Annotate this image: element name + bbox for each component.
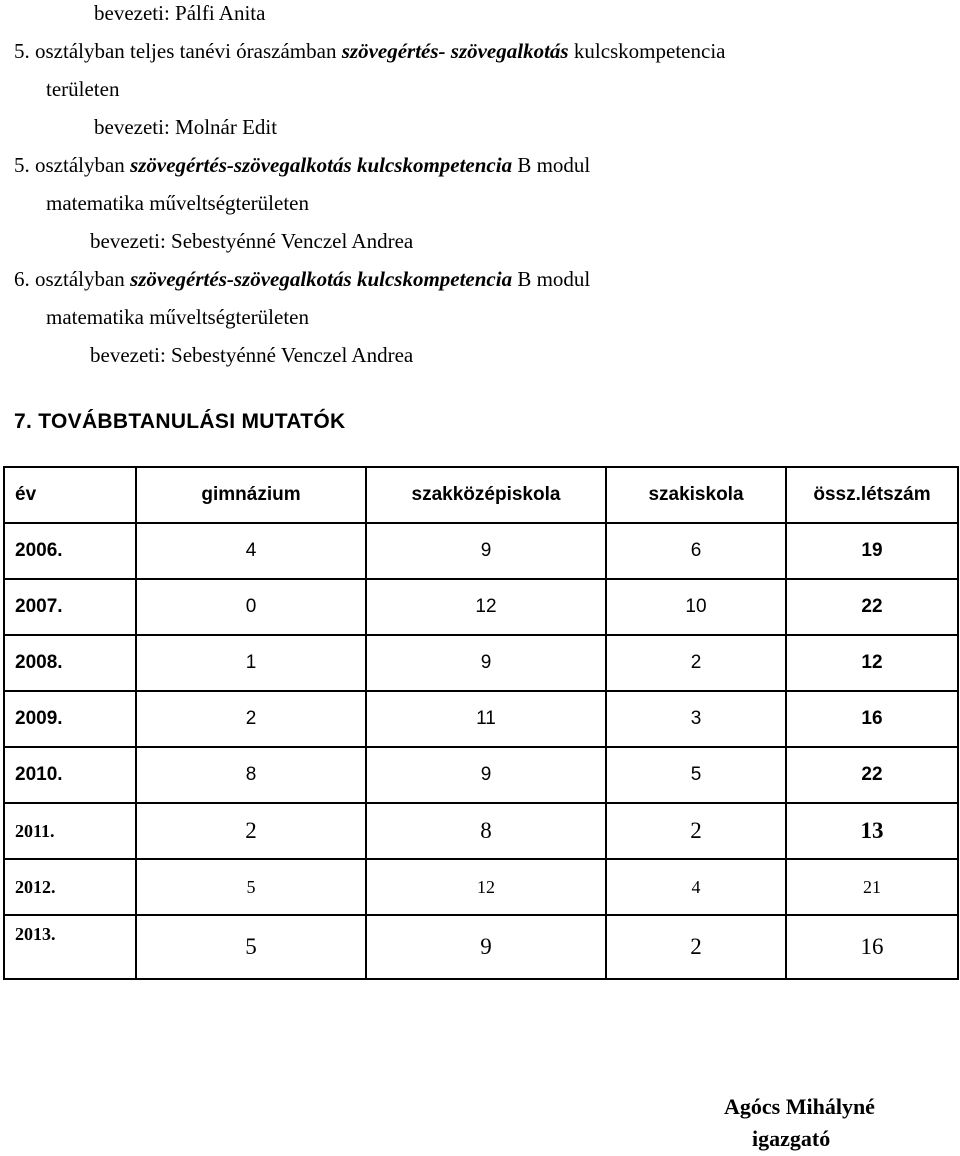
cell-vocational-secondary: 9	[366, 635, 606, 691]
signature-title: igazgató	[752, 1126, 831, 1151]
cell-total: 21	[786, 859, 958, 915]
cell-vocational-school: 5	[606, 747, 786, 803]
cell-vocational-secondary: 11	[366, 691, 606, 747]
header-year: év	[4, 467, 136, 523]
table-row	[4, 859, 958, 915]
text-line-introducer-sebestyenne-1: bevezeti: Sebestyénné Venczel Andrea	[90, 229, 414, 253]
cell-year: 2011.	[4, 803, 136, 859]
cell-vocational-secondary: 8	[366, 803, 606, 859]
text-line-grade5-full-year: 5. osztályban teljes tanévi óraszámban szövegértés- szövegalkotás kulcskompetencia	[14, 39, 726, 63]
cell-year: 2008.	[4, 635, 136, 691]
cell-vocational-school: 2	[606, 803, 786, 859]
cell-year: 2009.	[4, 691, 136, 747]
cell-gymnasium: 5	[136, 915, 366, 979]
section-heading: 7. TOVÁBBTANULÁSI MUTATÓK	[14, 410, 346, 433]
cell-vocational-secondary: 12	[366, 579, 606, 635]
table-header-row	[4, 467, 958, 523]
cell-year: 2010.	[4, 747, 136, 803]
text-line-grade6-module-b: 6. osztályban szövegértés-szövegalkotás kulcskompetencia B modul	[14, 267, 591, 291]
cell-year: 2006.	[4, 523, 136, 579]
table-row	[4, 523, 958, 579]
table-row	[4, 803, 958, 859]
signature-name: Agócs Mihályné	[724, 1094, 875, 1119]
cell-gymnasium: 1	[136, 635, 366, 691]
cell-gymnasium: 0	[136, 579, 366, 635]
text-line-grade5-module-b: 5. osztályban szövegértés-szövegalkotás kulcskompetencia B modul	[14, 153, 591, 177]
table-row	[4, 747, 958, 803]
cell-total: 12	[786, 635, 958, 691]
cell-total: 13	[786, 803, 958, 859]
cell-total: 16	[786, 691, 958, 747]
text-line-math-area-2: matematika műveltségterületen	[46, 305, 309, 329]
cell-gymnasium: 2	[136, 803, 366, 859]
text-line-introducer-molnar: bevezeti: Molnár Edit	[94, 115, 278, 139]
header-total: össz.létszám	[786, 467, 958, 523]
text-line-math-area-1: matematika műveltségterületen	[46, 191, 309, 215]
cell-total: 22	[786, 579, 958, 635]
cell-vocational-secondary: 9	[366, 915, 606, 979]
text-line-introducer-palfi: bevezeti: Pálfi Anita	[94, 1, 266, 25]
cell-total: 22	[786, 747, 958, 803]
cell-vocational-secondary: 12	[366, 859, 606, 915]
cell-vocational-school: 6	[606, 523, 786, 579]
cell-vocational-school: 2	[606, 915, 786, 979]
cell-year: 2013.	[4, 915, 136, 979]
cell-gymnasium: 8	[136, 747, 366, 803]
table-row	[4, 635, 958, 691]
cell-vocational-school: 10	[606, 579, 786, 635]
header-vocational-school: szakiskola	[606, 467, 786, 523]
table-row	[4, 691, 958, 747]
cell-vocational-secondary: 9	[366, 747, 606, 803]
cell-year: 2007.	[4, 579, 136, 635]
cell-vocational-school: 3	[606, 691, 786, 747]
cell-total: 19	[786, 523, 958, 579]
cell-vocational-school: 2	[606, 635, 786, 691]
cell-gymnasium: 4	[136, 523, 366, 579]
text-line-area: területen	[46, 77, 120, 101]
cell-vocational-secondary: 9	[366, 523, 606, 579]
cell-gymnasium: 2	[136, 691, 366, 747]
header-vocational-secondary: szakközépiskola	[366, 467, 606, 523]
table-row	[4, 915, 958, 979]
cell-gymnasium: 5	[136, 859, 366, 915]
cell-year: 2012.	[4, 859, 136, 915]
further-education-table	[3, 466, 959, 980]
table-row	[4, 579, 958, 635]
cell-total: 16	[786, 915, 958, 979]
text-line-introducer-sebestyenne-2: bevezeti: Sebestyénné Venczel Andrea	[90, 343, 414, 367]
header-gymnasium: gimnázium	[136, 467, 366, 523]
cell-vocational-school: 4	[606, 859, 786, 915]
